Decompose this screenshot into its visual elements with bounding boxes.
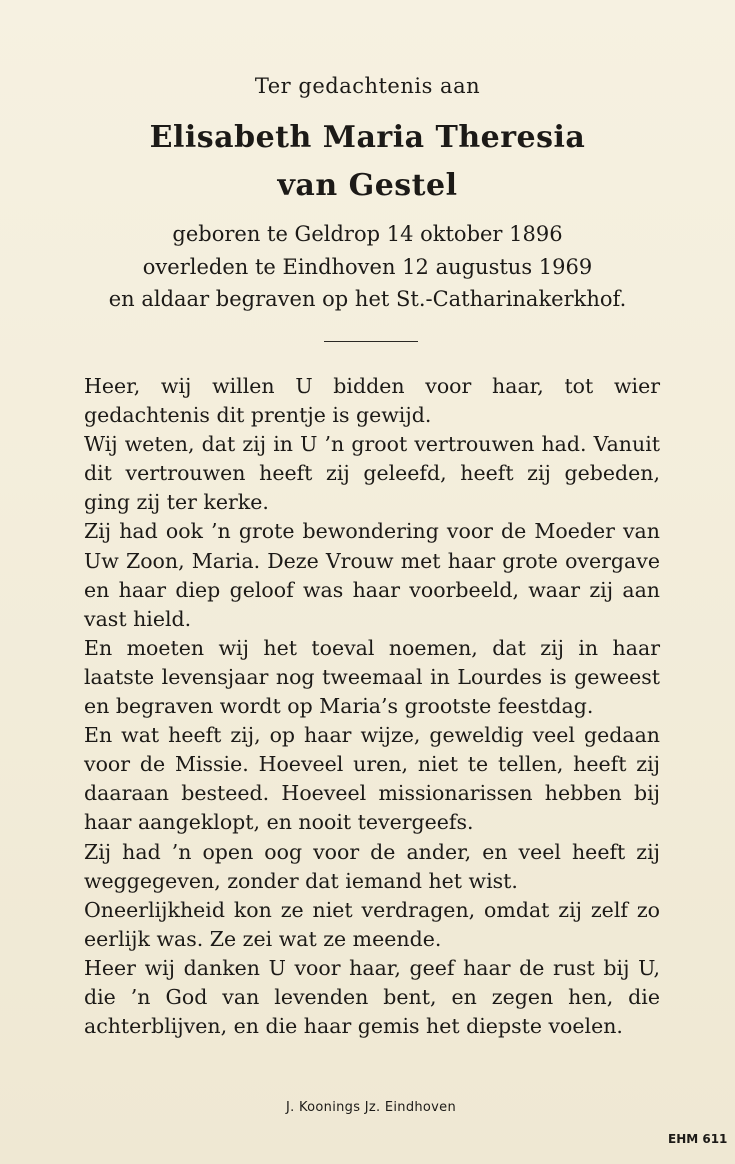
deceased-name-line1: Elisabeth Maria Theresia bbox=[149, 120, 586, 155]
printer-credit: J. Koonings Jz. Eindhoven bbox=[286, 1100, 456, 1115]
prayer-paragraph: Oneerlijkheid kon ze niet verdragen, omdat zij zelf zo eerlijk was. Ze zei wat ze meende. bbox=[84, 897, 660, 951]
birth-line: geboren te Geldrop 14 oktober 1896 bbox=[172, 222, 563, 246]
prayer-paragraph: Heer, wij willen U bidden voor haar, tot wier gedachtenis dit prentje is gewijd. bbox=[84, 374, 660, 428]
deceased-name-line2: van Gestel bbox=[277, 168, 458, 203]
burial-line: en aldaar begraven op het St.-Catharinakerkhof. bbox=[108, 287, 627, 311]
prayer-paragraph: Wij weten, dat zij in U ’n groot vertrouwen had. Vanuit dit vertrouwen heeft zij geleefd, heeft zij gebeden, ging zij ter kerke. bbox=[84, 432, 660, 515]
prayer-text bbox=[84, 372, 660, 1041]
prayer-paragraph: En wat heeft zij, op haar wijze, geweldig veel gedaan voor de Missie. Hoeveel uren, niet te tellen, heeft zij daaraan besteed. Hoeveel missionarissen hebben bij haar aangeklopt, en nooit tevergeefs. bbox=[84, 723, 660, 835]
prayer-paragraph: En moeten wij het toeval noemen, dat zij in haar laatste levensjaar nog tweemaal in Lourdes is geweest en begraven wordt op Maria’s grootste feestdag. bbox=[84, 635, 660, 719]
divider-line bbox=[324, 341, 418, 342]
death-line: overleden te Eindhoven 12 augustus 1969 bbox=[142, 255, 593, 279]
card-code: EHM 611 bbox=[668, 1132, 728, 1146]
prayer-paragraph: Zij had ’n open oog voor de ander, en veel heeft zij weggegeven, zonder dat iemand het wist. bbox=[84, 839, 660, 893]
intro-line: Ter gedachtenis aan bbox=[254, 74, 481, 98]
prayer-paragraph: Zij had ook ’n grote bewondering voor de Moeder van Uw Zoon, Maria. Deze Vrouw met haar grote overgave en haar diep geloof was haar voorbeeld, waar zij aan vast hield. bbox=[84, 519, 660, 631]
prayer-paragraph: Heer wij danken U voor haar, geef haar de rust bij U, die ’n God van levenden bent, en zegen hen, die achterblijven, en die haar gemis het diepste voelen. bbox=[84, 955, 660, 1039]
